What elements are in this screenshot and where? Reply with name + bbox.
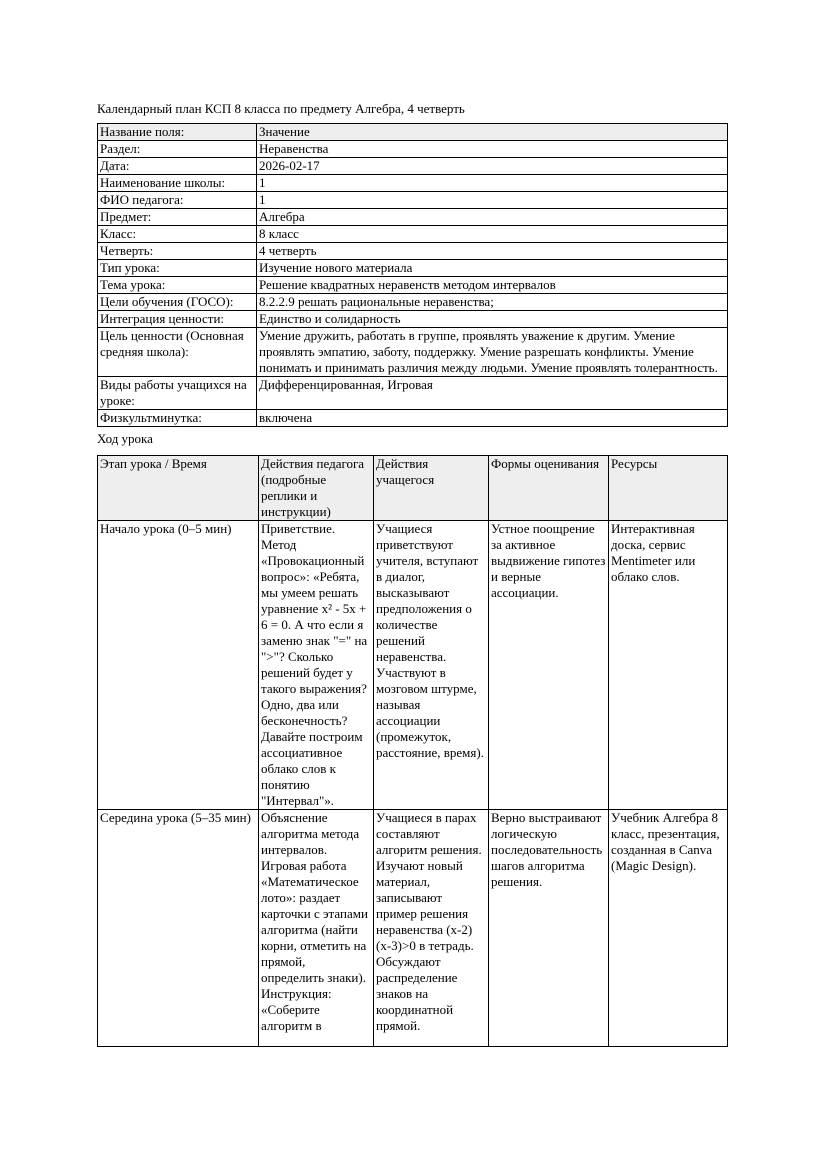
stage-cell: Начало урока (0–5 мин)	[98, 521, 259, 810]
info-row-quarter	[98, 243, 728, 260]
info-header-label-cell: Название поля:	[98, 124, 257, 141]
field-label-cell: Наименование школы:	[98, 175, 257, 192]
student-actions-column-header: Действия учащегося	[374, 456, 489, 521]
stage-cell	[98, 810, 259, 1047]
field-label-cell: Физкультминутка:	[98, 410, 257, 427]
lesson-table-header-row	[98, 456, 728, 521]
info-row-subject	[98, 209, 728, 226]
lesson-flow-table	[97, 455, 728, 1047]
document-content	[97, 101, 727, 1047]
student-actions-cell-text: Учащиеся в парах составляют алгоритм решения. Изучают новый материал, записывают пример решения неравенства (x-2)(x-3)>0 в тетрадь. Обсуждают распределение знаков на координатной прямой.	[376, 810, 482, 1033]
resources-cell: Интерактивная доска, сервис Mentimeter или облако слов.	[609, 521, 728, 810]
resources-column-header: Ресурсы	[609, 456, 728, 521]
info-row-values-goal	[98, 328, 728, 377]
field-value-cell: Алгебра	[257, 209, 728, 226]
field-value-cell: 4 четверть	[257, 243, 728, 260]
field-label-cell: Интеграция ценности:	[98, 311, 257, 328]
field-label-cell: Раздел:	[98, 141, 257, 158]
info-row-work-types	[98, 377, 728, 410]
field-value-cell: 2026-02-17	[257, 158, 728, 175]
info-row-date	[98, 158, 728, 175]
assessment-column-header: Формы оценивания	[489, 456, 609, 521]
info-row-section	[98, 141, 728, 158]
resources-cell	[609, 810, 728, 1047]
field-label-cell: Дата:	[98, 158, 257, 175]
lesson-info-table	[97, 123, 728, 427]
student-actions-cell: Учащиеся приветствуют учителя, вступают в диалог, высказывают предположения о количестве решений неравенства. Участвуют в мозговом штурме, называя ассоциации (промежуток, расстояние, время).	[374, 521, 489, 810]
info-row-lesson-topic	[98, 277, 728, 294]
info-row-phys-minute	[98, 410, 728, 427]
field-value-cell: 8 класс	[257, 226, 728, 243]
field-value-cell: 8.2.2.9 решать рациональные неравенства;	[257, 294, 728, 311]
info-row-values-integration	[98, 311, 728, 328]
field-value-cell: 1	[257, 192, 728, 209]
teacher-actions-cell	[259, 810, 374, 1047]
resources-cell-text: Учебник Алгебра 8 класс, презентация, созданная в Canva (Magic Design).	[611, 810, 720, 873]
field-value-cell: Единство и солидарность	[257, 311, 728, 328]
field-value-cell: Умение дружить, работать в группе, проявлять уважение к другим. Умение проявлять эмпатию, заботу, поддержку. Умение разрешать конфликты. Умение понимать и принимать различия между людьми. Умение проявлять толерантность.	[257, 328, 728, 377]
field-label-cell: Цели обучения (ГОСО):	[98, 294, 257, 311]
field-label-cell: Виды работы учащихся на уроке:	[98, 377, 257, 410]
teacher-actions-cell-text: Объяснение алгоритма метода интервалов. Игровая работа «Математическое лото»: раздает карточки с этапами алгоритма (найти корни, отметить на прямой, определить знаки). Инструкция: «Соберите алгоритм в	[261, 810, 368, 1033]
info-row-school	[98, 175, 728, 192]
info-row-lesson-type	[98, 260, 728, 277]
info-table-header-row	[98, 124, 728, 141]
student-actions-cell	[374, 810, 489, 1047]
assessment-cell	[489, 810, 609, 1047]
assessment-cell: Устное поощрение за активное выдвижение гипотез и верные ассоциации.	[489, 521, 609, 810]
info-header-value-cell: Значение	[257, 124, 728, 141]
field-value-cell: Дифференцированная, Игровая	[257, 377, 728, 410]
field-label-cell: Предмет:	[98, 209, 257, 226]
assessment-cell-text: Верно выстраивают логическую последовательность шагов алгоритма решения.	[491, 810, 603, 889]
field-label-cell: Тема урока:	[98, 277, 257, 294]
teacher-actions-cell: Приветствие. Метод «Провокационный вопрос»: «Ребята, мы умеем решать уравнение x² - 5x + 6 = 0. А что если я заменю знак "=" на ">"? Сколько решений будет у такого выражения? Одно, два или бесконечность? Давайте построим ассоциативное облако слов к понятию "Интервал"».	[259, 521, 374, 810]
lesson-row-middle	[98, 810, 728, 1047]
field-label-cell: Класс:	[98, 226, 257, 243]
field-value-cell: Решение квадратных неравенств методом интервалов	[257, 277, 728, 294]
field-label-cell: Цель ценности (Основная средняя школа):	[98, 328, 257, 377]
stage-cell-text: Середина урока (5–35 мин)	[100, 810, 251, 825]
info-row-teacher-name	[98, 192, 728, 209]
section-heading: Ход урока	[97, 431, 153, 446]
field-value-cell: 1	[257, 175, 728, 192]
field-value-cell: включена	[257, 410, 728, 427]
field-label-cell: Четверть:	[98, 243, 257, 260]
document-title: Календарный план КСП 8 класса по предмету Алгебра, 4 четверть	[97, 101, 465, 116]
stage-column-header: Этап урока / Время	[98, 456, 259, 521]
field-value-cell: Изучение нового материала	[257, 260, 728, 277]
info-row-class	[98, 226, 728, 243]
info-row-learning-goals	[98, 294, 728, 311]
field-label-cell: Тип урока:	[98, 260, 257, 277]
field-label-cell: ФИО педагога:	[98, 192, 257, 209]
field-value-cell: Неравенства	[257, 141, 728, 158]
lesson-row-start	[98, 521, 728, 810]
teacher-actions-column-header: Действия педагога (подробные реплики и инструкции)	[259, 456, 374, 521]
